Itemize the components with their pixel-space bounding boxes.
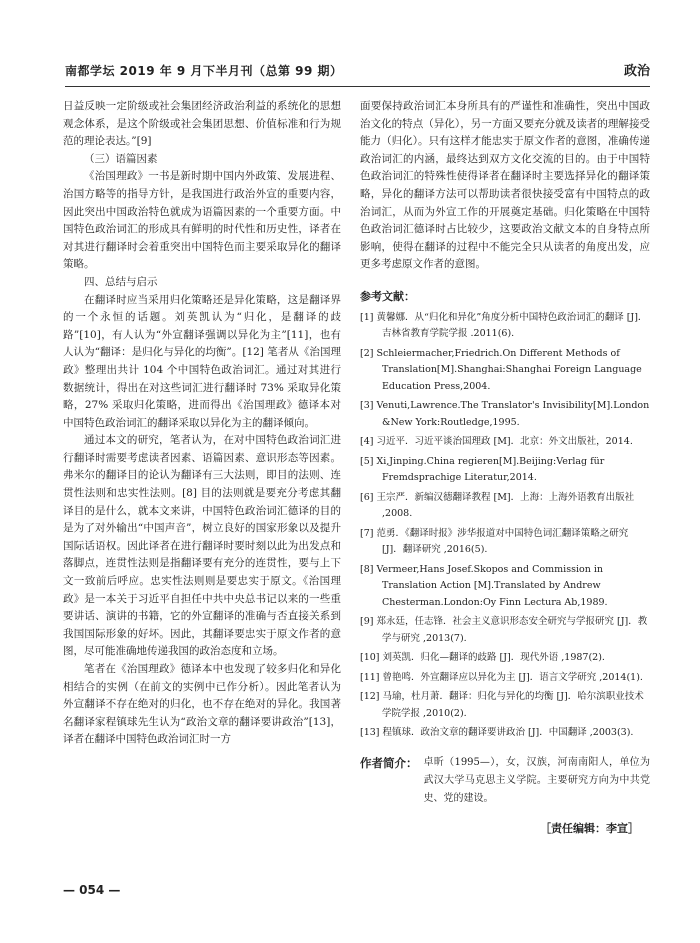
section-heading: （三）语篇因素 [84,152,158,165]
journal-title: 南都学坛 2019 年 9 月下半月刊（总第 99 期） [65,64,343,78]
body-paragraph: 日益反映一定阶级或社会集团经济政治利益的系统化的思想观念体系，是这个阶级或社会集团思想、价值标准和行为规范的理论表达。”[9] [63,100,341,148]
reference-item: [2] Schleiermacher,Friedrich.On Different Methods of Translation[M].Shanghai:Shanghai Foreign Language Education Press,2004. [360,347,642,392]
author-text: 卓昕（1995—），女，汉族，河南南阳人，单位为武汉大学马克思主义学院。主要研究方向为中共党史、党的建设。 [423,756,650,804]
body-paragraph: 面要保持政治词汇本身所具有的严谨性和准确性，突出中国政治文化的特点（异化），另一方面又要充分就及读者的理解接受能力（归化）。只有这样才能忠实于原文作者的意图，准确传递政治词汇的内涵，最终达到双方文化交流的目的。由于中国特色政治词汇的特殊性使得译者在翻译时主要选择异化的翻译策略，异化的翻译方法可以帮助读者很快接受富有中国特点的政治词汇，从而为外宣工作的开展奠定基础。归化策略在中国特色政治词汇德译时占比较少，这要政治文献文本的自身特点所影响，使得在翻译的过程中不能完全只从读者的角度出发，应更多考虑原文作者的意图。 [360,100,650,271]
body-paragraph: 笔者在《治国理政》德译本中也发现了较多归化和异化相结合的实例（在前文的实例中已作分析）。因此笔者认为外宣翻译不存在绝对的归化，也不存在绝对的异化。我国著名翻译家程镇球先生认为“政治文章的翻译要讲政治”[13]，译者在翻译中国特色政治词汇时一方 [63,663,341,746]
reference-item: [8] Vermeer,Hans Josef.Skopos and Commission in Translation Action [M].Translated by Andrew Chesterman.London:Oy Finn Lectura Ab,1989. [360,563,608,608]
author-bio [360,754,650,808]
right-column [360,98,650,808]
reference-item: [10] 刘英凯．归化—翻译的歧路 [J]．现代外语 ,1987(2). [360,652,605,664]
section-name: 政治 [623,64,650,79]
reference-item: [1] 黄馨娜．从“归化和异化”角度分析中国特色政治词汇的翻译 [J]．吉林省教育学院学报 .2011(6). [360,311,648,340]
page-number: — 054 — [63,883,121,897]
body-paragraph: 通过本文的研究，笔者认为，在对中国特色政治词汇进行翻译时需要考虑读者因素、语篇因素、意识形态等因素。弗米尔的翻译目的论认为翻译有三大法则，即目的法则、连贯性法则和忠实性法则。[8] 目的法则就是要充分考虑其翻译目的是什么，就本文来讲，中国特色政治词汇德译的目的是为了对外输出“中国声音”，树立良好的国家形象以及提升国际话语权。因此译者在进行翻译时要时刻以此为出发点和落脚点，连贯性法则是指翻译要有充分的连贯性，要与上下文一致前后呼应。忠实性法则则是要忠实于原文。《治国理政》是一本关于习近平自担任中共中央总书记以来的一些重要讲话、演讲的书籍，它的外宣翻译的准确与否直接关系到我国国际形象的好坏。因此，其翻译要忠实于原文作者的意图，尽可能准确地传递我国的政治态度和立场。 [63,434,341,658]
reference-list [360,310,650,742]
reference-item: [6] 王宗严．新编汉德翻译教程 [M]．上海：上海外语教育出版社 ,2008. [360,491,635,520]
header-rule [65,86,650,87]
section-heading: 四、总结与启示 [84,275,158,288]
reference-item: [3] Venuti,Lawrence.The Translator's Invisibility[M].London &New York:Routledge,1995. [360,400,650,428]
reference-item: [9] 郑永廷，任志锋．社会主义意识形态安全研究与学报研究 [J]．教学与研究 ,2013(7). [360,616,648,644]
reference-item: [11] 曾艳鸣．外宣翻译应以异化为主 [J]．语言文学研究 ,2014(1). [360,671,643,683]
left-column [63,98,341,749]
running-header [65,60,650,86]
reference-item: [5] Xi,Jinping.China regieren[M].Beijing:Verlag für Fremdsprachige Literatur,2014. [360,455,605,484]
reference-item: [13] 程镇球．政治文章的翻译要讲政治 [J]．中国翻译 ,2003(3). [360,727,634,739]
responsible-editor: ［责任编辑：李宣］ [540,822,639,835]
references-title: 参考文献： [360,289,415,303]
author-label: 作者简介： [360,755,418,770]
reference-item: [12] 马瑜，杜月萧．翻译：归化与异化的均衡 [J]．哈尔滨职业技术学院学报 ,2010(2). [360,691,644,719]
reference-item: [7] 范勇．《翻译时报》涉华报道对中国特色词汇翻译策略之研究 [J]．翻译研究 ,2016(5). [360,527,629,556]
body-paragraph: 在翻译时应当采用归化策略还是异化策略，这是翻译界的一个永恒的话题。刘英凯认为“归化，是翻译的歧路”[10]，有人认为“外宣翻译强调以异化为主”[11]，也有人认为“翻译：是归化与异化的均衡”。[12] 笔者从《治国理政》整理出共计 104 个中国特色政治词汇。通过对其进行数据统计，得出在对这些词汇进行翻译时 73% 采取异化策略，27% 采取归化策略，进而得出《治国理政》德译本对中国特色政治词汇的翻译采取以异化为主的翻译倾向。 [63,293,341,429]
reference-item: [4] 习近平．习近平谈治国理政 [M]．北京：外文出版社，2014. [360,436,633,448]
body-paragraph: 《治国理政》一书是新时期中国内外政策、发展进程、治国方略等的指导方针，是我国进行政治外宣的重要内容，因此突出中国政治特色就成为语篇因素的一个重要方面。中国特色政治词汇的形成具有鲜明的时代性和历史性，译者在对其进行翻译时会着重突出中国特色而主要采取异化的翻译策略。 [63,170,341,271]
